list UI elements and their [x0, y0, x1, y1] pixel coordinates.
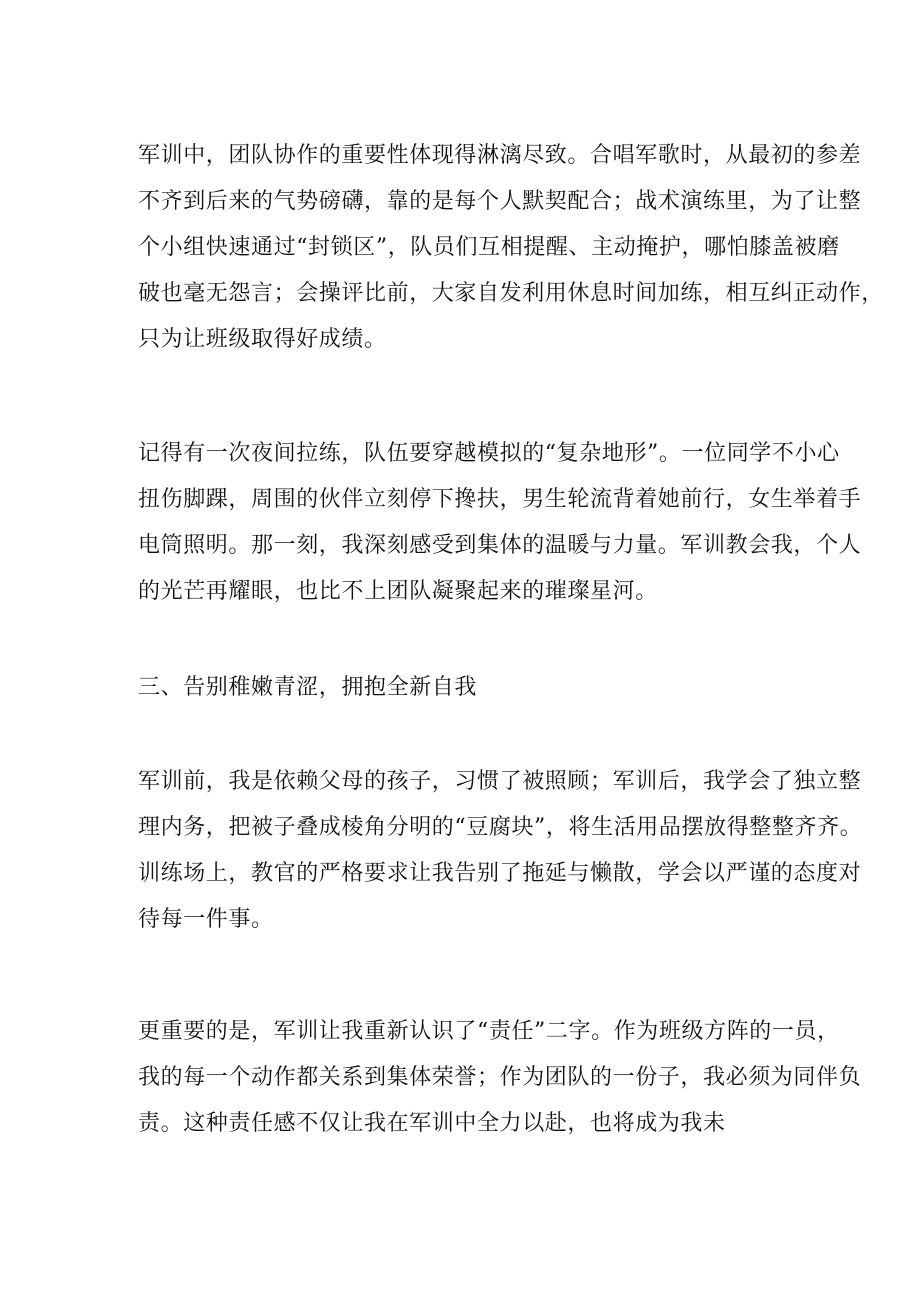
paragraph-3-line-1: 军训前，我是依赖父母的孩子，习惯了被照顾；军训后，我学会了独立整: [138, 769, 862, 794]
paragraph-1-line-1: 军训中，团队协作的重要性体现得淋漓尽致。合唱军歌时，从最初的参差: [138, 143, 862, 168]
paragraph-3-line-3: 训练场上，教官的严格要求让我告别了拖延与懒散，学会以严谨的态度对: [138, 861, 862, 886]
paragraph-2-line-3: 电筒照明。那一刻，我深刻感受到集体的温暖与力量。军训教会我，个人: [138, 533, 862, 558]
paragraph-4-line-2: 我的每一个动作都关系到集体荣誉；作为团队的一份子，我必须为同伴负: [138, 1065, 862, 1090]
paragraph-1-line-3: 个小组快速通过“封锁区”，队员们互相提醒、主动掩护，哪怕膝盖被磨: [138, 235, 840, 260]
paragraph-4-line-3: 责。这种责任感不仅让我在军训中全力以赴，也将成为我未: [138, 1111, 726, 1136]
section-heading: 三、告别稚嫩青涩，拥抱全新自我: [138, 675, 478, 700]
paragraph-1-line-2: 不齐到后来的气势磅礴，靠的是每个人默契配合；战术演练里，为了让整: [138, 189, 862, 214]
paragraph-2-line-4: 的光芒再耀眼，也比不上团队凝聚起来的璀璨星河。: [138, 579, 658, 604]
paragraph-4-line-1: 更重要的是，军训让我重新认识了“责任”二字。作为班级方阵的一员，: [138, 1019, 840, 1044]
paragraph-1-line-4: 破也毫无怨言；会操评比前，大家自发利用休息时间加练，相互纠正动作，: [138, 281, 884, 306]
paragraph-2-line-1: 记得有一次夜间拉练，队伍要穿越模拟的“复杂地形”。一位同学不小心: [138, 441, 840, 466]
paragraph-1-line-5: 只为让班级取得好成绩。: [138, 327, 387, 352]
paragraph-3-line-4: 待每一件事。: [138, 907, 274, 932]
paragraph-3-line-2: 理内务，把被子叠成棱角分明的“豆腐块”，将生活用品摆放得整整齐齐。: [138, 815, 863, 840]
paragraph-2-line-2: 扭伤脚踝，周围的伙伴立刻停下搀扶，男生轮流背着她前行，女生举着手: [138, 487, 862, 512]
